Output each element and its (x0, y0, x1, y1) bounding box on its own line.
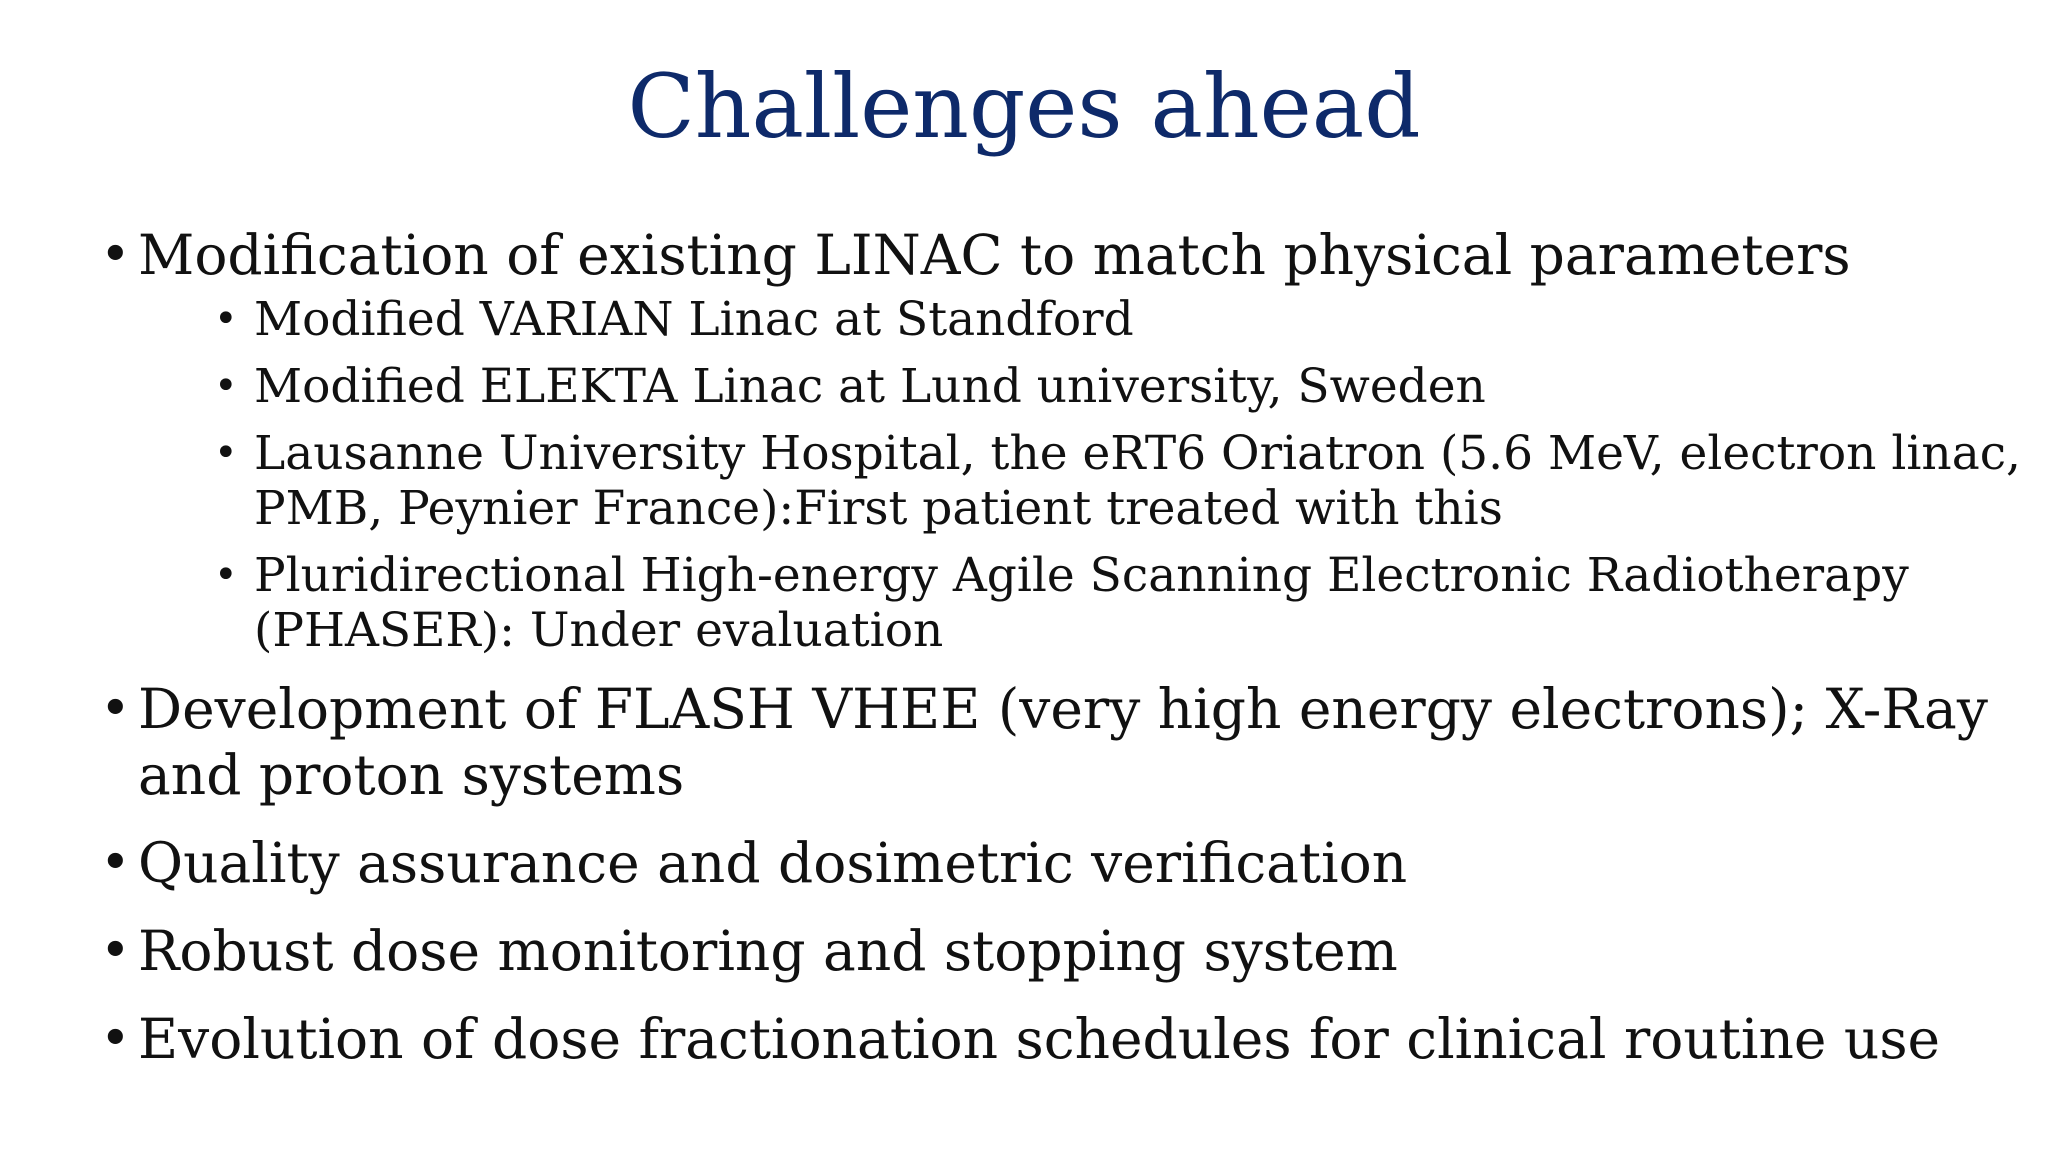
bullet-text: Quality assurance and dosimetric verification (138, 831, 1408, 895)
bullet-item (100, 222, 2020, 658)
bullet-item (100, 830, 2020, 896)
bullet-text: Modification of existing LINAC to match physical parameters (138, 223, 1851, 287)
sub-bullet-icon: • (214, 296, 238, 342)
bullet-icon: • (100, 225, 131, 285)
bullet-item (100, 918, 2020, 984)
sub-bullet-text: Pluridirectional High-energy Agile Scanning Electronic Radiotherapy (PHASER): Under evaluation (254, 548, 1909, 658)
sub-bullet-icon: • (214, 430, 238, 476)
sub-bullet-item (138, 426, 2020, 536)
bullet-item (100, 1006, 2020, 1072)
slide-title: Challenges ahead (627, 55, 1421, 158)
sub-bullet-icon: • (214, 363, 238, 409)
bullet-text: Robust dose monitoring and stopping system (138, 919, 1398, 983)
bullet-icon: • (100, 1009, 131, 1069)
sub-bullet-icon: • (214, 552, 238, 598)
sub-bullet-text: Lausanne University Hospital, the eRT6 Oriatron (5.6 MeV, electron linac, PMB, Peynier France):First patient treated with this (254, 426, 2021, 536)
sub-bullet-list (138, 292, 2020, 658)
bullet-icon: • (100, 679, 131, 739)
sub-bullet-item (138, 548, 2020, 658)
bullet-item (100, 676, 2020, 808)
bullet-icon: • (100, 921, 131, 981)
bullet-text: Development of FLASH VHEE (very high energy electrons); X-Ray and proton systems (138, 677, 1988, 807)
bullet-icon: • (100, 833, 131, 893)
sub-bullet-text: Modified ELEKTA Linac at Lund university, Sweden (254, 359, 1486, 414)
sub-bullet-item (138, 359, 2020, 414)
bullet-text: Evolution of dose fractionation schedules for clinical routine use (138, 1007, 1941, 1071)
sub-bullet-item (138, 292, 2020, 347)
sub-bullet-text: Modified VARIAN Linac at Standford (254, 292, 1134, 347)
bullet-list (100, 222, 2020, 1094)
